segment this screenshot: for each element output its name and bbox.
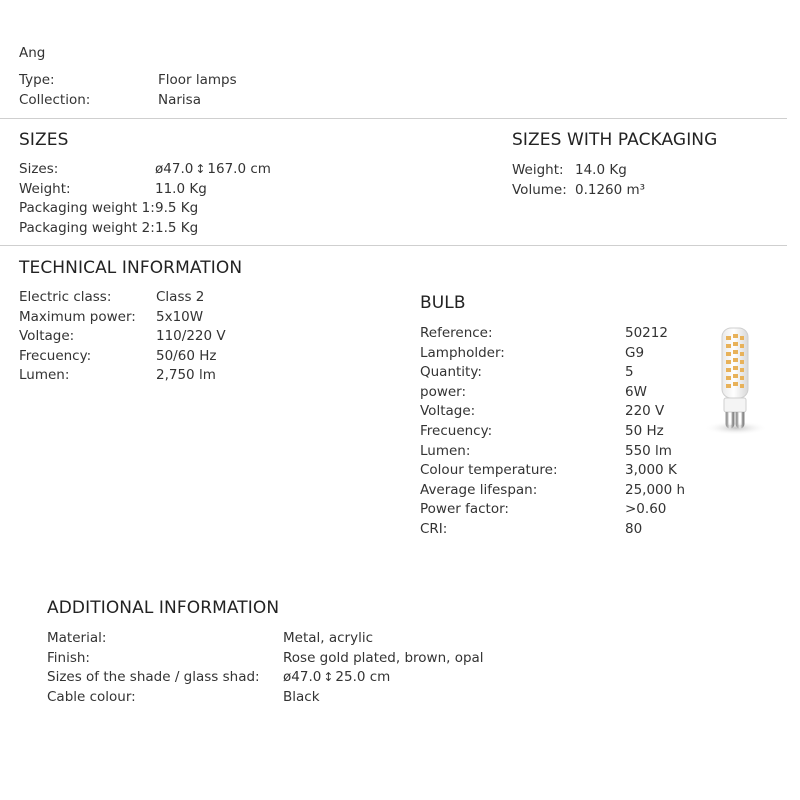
additional-labels (47, 629, 260, 707)
collection-value: Narisa (158, 91, 201, 108)
packaging-weight-2-label: Packaging weight 2: (19, 219, 155, 236)
additional-values (283, 629, 484, 707)
bulb-heading: BULB (420, 293, 466, 313)
finish-label: Finish: (47, 649, 90, 666)
electric-class-label: Electric class: (19, 289, 112, 305)
power-value: 6W (625, 383, 647, 400)
power-label: power: (420, 383, 467, 400)
packaging-weight-value: 14.0 Kg (575, 162, 627, 178)
colour-temperature-value: 3,000 K (625, 462, 677, 479)
weight-label: Weight: (19, 180, 71, 197)
g9-led-bulb-image (700, 322, 770, 442)
type-value: Floor lamps (158, 72, 237, 88)
cri-label: CRI: (420, 520, 448, 537)
lumen-value: 2,750 lm (156, 367, 216, 384)
lumen-label: Lumen: (19, 367, 70, 384)
sizes-values (155, 160, 271, 238)
material-value: Metal, acrylic (283, 630, 374, 646)
average-lifespan-value: 25,000 h (625, 481, 686, 498)
bulb-lumen-value: 550 lm (625, 442, 672, 459)
packaging-labels (512, 161, 567, 200)
packaging-values (575, 161, 645, 200)
finish-value: Rose gold plated, brown, opal (283, 649, 484, 666)
packaging-weight-1-value: 9.5 Kg (155, 200, 199, 217)
bulb-values (625, 324, 685, 540)
material-label: Material: (47, 630, 107, 646)
collection-label: Collection: (19, 91, 91, 108)
shade-sizes-label: Sizes of the shade / glass shad: (47, 669, 260, 686)
divider (0, 118, 787, 119)
technical-values (156, 288, 226, 386)
colour-temperature-label: Colour temperature: (420, 462, 558, 479)
bulb-lumen-label: Lumen: (420, 442, 471, 459)
type-label: Type: (19, 72, 55, 88)
packaging-weight-label: Weight: (512, 162, 564, 178)
weight-value: 11.0 Kg (155, 180, 207, 197)
height-arrow-icon: ↕ (323, 670, 334, 685)
maximum-power-value: 5x10W (156, 308, 204, 325)
bulb-labels (420, 324, 558, 540)
frecuency-value: 50/60 Hz (156, 347, 217, 364)
top-labels (19, 71, 90, 110)
cable-colour-value: Black (283, 688, 320, 705)
electric-class-value: Class 2 (156, 289, 205, 305)
average-lifespan-label: Average lifespan: (420, 481, 538, 498)
sizes-labels (19, 160, 155, 238)
packaging-weight-1-label: Packaging weight 1: (19, 200, 155, 217)
technical-labels (19, 288, 136, 386)
voltage-value: 110/220 V (156, 328, 226, 345)
frecuency-label: Frecuency: (19, 347, 92, 364)
quantity-label: Quantity: (420, 364, 482, 381)
bulb-voltage-value: 220 V (625, 403, 665, 420)
lampholder-label: Lampholder: (420, 344, 505, 361)
power-factor-value: >0.60 (625, 501, 667, 518)
height-arrow-icon: ↕ (195, 162, 206, 176)
power-factor-label: Power factor: (420, 501, 509, 518)
cri-value: 80 (625, 520, 643, 537)
divider (0, 245, 787, 246)
bulb-voltage-label: Voltage: (420, 403, 476, 420)
sizes-packaging-heading: SIZES WITH PACKAGING (512, 130, 718, 150)
packaging-volume-label: Volume: (512, 181, 567, 198)
voltage-label: Voltage: (19, 328, 75, 345)
sizes-heading: SIZES (19, 130, 69, 150)
bulb-frecuency-label: Frecuency: (420, 422, 493, 439)
cut-off-label: Ang (19, 45, 46, 61)
bulb-frecuency-value: 50 Hz (625, 422, 664, 439)
packaging-volume-value: 0.1260 m³ (575, 181, 646, 198)
sizes-value: ø47.0 ↕ 167.0 cm (155, 160, 271, 180)
quantity-value: 5 (625, 364, 634, 381)
maximum-power-label: Maximum power: (19, 308, 136, 325)
sizes-label: Sizes: (19, 161, 59, 177)
technical-heading: TECHNICAL INFORMATION (19, 258, 243, 278)
additional-heading: ADDITIONAL INFORMATION (47, 598, 280, 618)
top-values (158, 71, 237, 110)
packaging-weight-2-value: 1.5 Kg (155, 219, 199, 236)
lampholder-value: G9 (625, 344, 645, 361)
reference-value: 50212 (625, 325, 668, 341)
shade-sizes-value: ø47.0 ↕ 25.0 cm (283, 668, 484, 688)
cable-colour-label: Cable colour: (47, 688, 136, 705)
reference-label: Reference: (420, 325, 493, 341)
